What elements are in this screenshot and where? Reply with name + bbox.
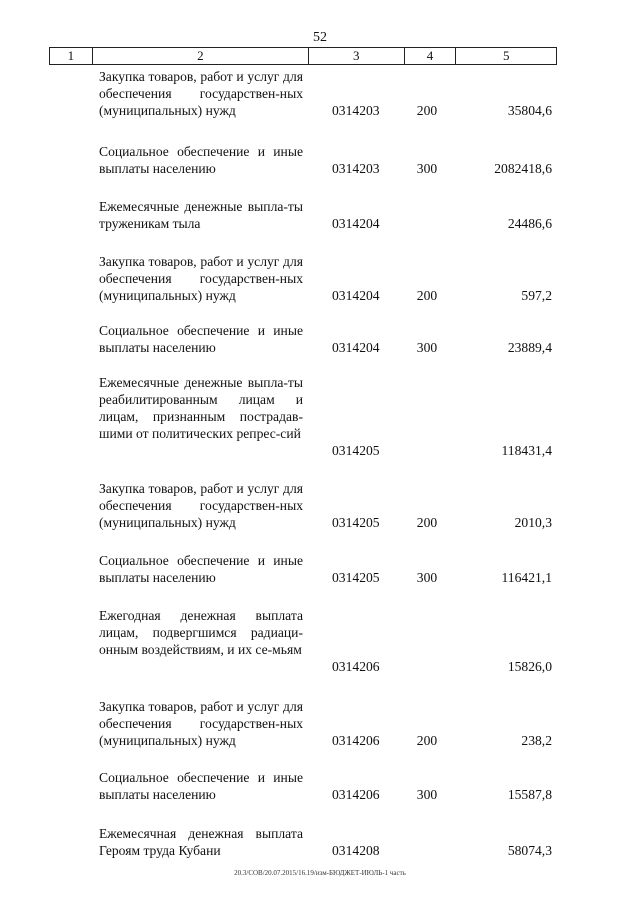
table-row: [0, 68, 640, 143]
table-row: [0, 480, 640, 552]
table-row: [0, 198, 640, 253]
row-code: 0314205: [332, 570, 380, 585]
row-description: Социальное обеспечение и иные выплаты населению: [99, 553, 303, 585]
row-code: 0314206: [332, 659, 380, 674]
row-code: 0314204: [332, 340, 380, 355]
row-code: 0314205: [332, 443, 380, 458]
table-row: [0, 552, 640, 607]
footer-reference: 20.3/СОВ/20.07.2015/16.19/изм-БЮДЖЕТ-ИЮЛЬ-1 часть: [234, 869, 406, 877]
header-col-5: 5: [502, 48, 510, 63]
row-amount: 2082418,6: [494, 161, 552, 176]
row-amount: 35804,6: [507, 103, 552, 118]
row-code: 0314206: [332, 733, 380, 748]
table-row: [0, 253, 640, 322]
table-row: [0, 825, 640, 865]
row-type: 300: [416, 340, 438, 355]
row-type: 300: [416, 787, 438, 802]
row-description: Закупка товаров, работ и услуг для обеспечения государствен-ных (муниципальных) нужд: [99, 699, 303, 748]
row-type: 300: [416, 161, 438, 176]
row-amount: 597,2: [521, 288, 552, 303]
row-description: Закупка товаров, работ и услуг для обеспечения государствен-ных (муниципальных) нужд: [99, 69, 303, 118]
row-code: 0314204: [332, 216, 380, 231]
header-col-1: 1: [50, 48, 93, 64]
row-code: 0314205: [332, 515, 380, 530]
row-amount: 24486,6: [507, 216, 552, 231]
table-row: [0, 143, 640, 198]
row-amount: 2010,3: [514, 515, 552, 530]
table-row: [0, 322, 640, 374]
row-amount: 238,2: [521, 733, 552, 748]
table-body: [0, 68, 640, 865]
row-code: 0314208: [332, 843, 380, 858]
row-amount: 23889,4: [507, 340, 552, 355]
table-header: [49, 47, 557, 65]
header-col-2: 2: [93, 48, 309, 64]
row-description: Закупка товаров, работ и услуг для обеспечения государствен-ных (муниципальных) нужд: [99, 254, 303, 303]
row-type: 200: [416, 288, 438, 303]
row-amount: 15587,8: [507, 787, 552, 802]
row-description: Ежегодная денежная выплата лицам, подвергшимся радиаци-онным воздействиям, и их се-мьям: [99, 608, 303, 657]
row-description: Социальное обеспечение и иные выплаты населению: [99, 144, 303, 176]
table-row: [0, 607, 640, 698]
row-description: Ежемесячные денежные выпла-ты реабилитированным лицам и лицам, признанным пострадав-шими от политических репрес-сий: [99, 375, 303, 441]
row-amount: 118431,4: [501, 443, 552, 458]
row-description: Социальное обеспечение и иные выплаты населению: [99, 770, 303, 802]
table-row: [0, 769, 640, 825]
row-code: 0314203: [332, 161, 380, 176]
row-type: 200: [416, 733, 438, 748]
row-description: Ежемесячная денежная выплата Героям труда Кубани: [99, 826, 303, 858]
row-code: 0314203: [332, 103, 380, 118]
row-description: Закупка товаров, работ и услуг для обеспечения государствен-ных (муниципальных) нужд: [99, 481, 303, 530]
header-col-3: 3: [309, 48, 405, 64]
table-row: [0, 374, 640, 480]
header-col-4: 4: [405, 48, 457, 64]
row-amount: 15826,0: [507, 659, 552, 674]
row-description: Ежемесячные денежные выпла-ты труженикам тыла: [99, 199, 303, 231]
row-amount: 58074,3: [507, 843, 552, 858]
row-type: 300: [416, 570, 438, 585]
row-amount: 116421,1: [501, 570, 552, 585]
table-row: [0, 698, 640, 769]
row-description: Социальное обеспечение и иные выплаты населению: [99, 323, 303, 355]
row-code: 0314206: [332, 787, 380, 802]
row-type: 200: [416, 515, 438, 530]
page-number: 52: [313, 30, 327, 45]
row-type: 200: [416, 103, 438, 118]
row-code: 0314204: [332, 288, 380, 303]
